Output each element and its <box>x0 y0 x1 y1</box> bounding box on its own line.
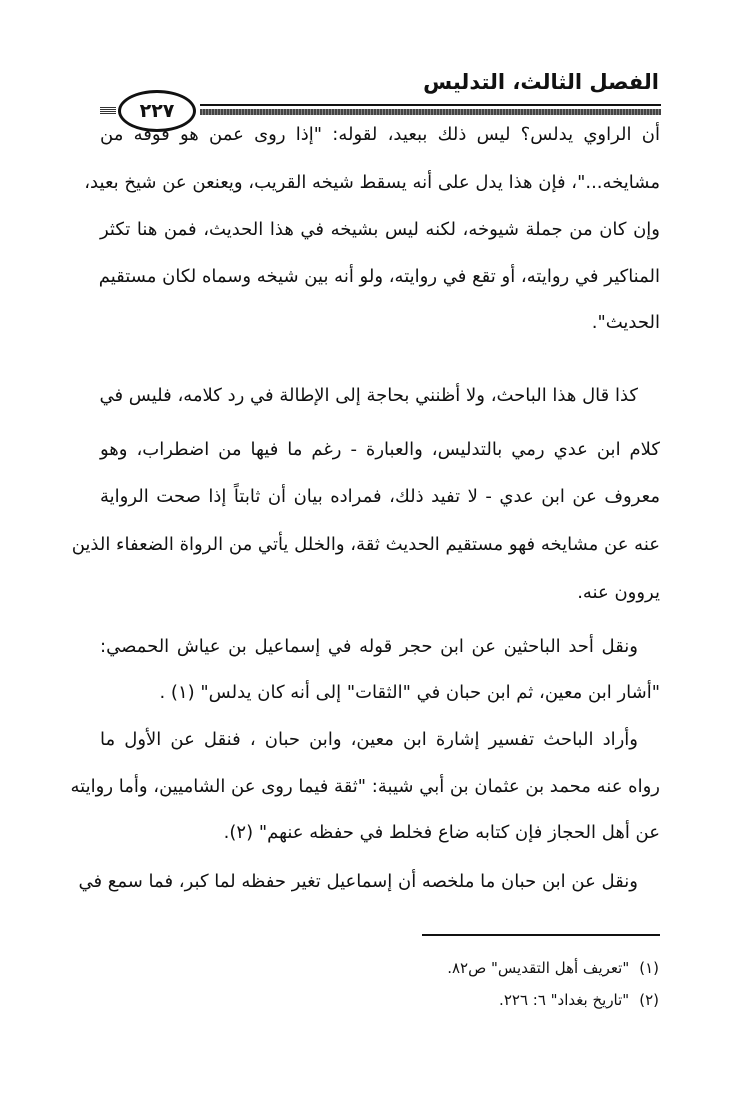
text-line: المناكير في روايته، أو تقع في روايته، ولو أنه بين شيخه وسماه لكان مستقيم <box>98 266 660 287</box>
text-line: "أشار ابن معين، ثم ابن حبان في "الثقات" إلى أنه كان يدلس" (١) . <box>159 682 660 703</box>
text-line: كلام ابن عدي رمي بالتدليس، والعبارة - رغم ما فيها من اضطراب، وهو <box>100 439 660 460</box>
text-line: يروون عنه. <box>577 582 660 603</box>
footnote <box>447 957 659 979</box>
text-line: الحديث". <box>591 312 660 333</box>
text-line: ونقل أحد الباحثين عن ابن حجر قوله في إسماعيل بن عياش الحمصي: <box>100 636 638 657</box>
text-line: مشايخه..."، فإن هذا يدل على أنه يسقط شيخه القريب، ويعنعن عن شيخ بعيد، <box>84 172 660 193</box>
text-line: ونقل عن ابن حبان ما ملخصه أن إسماعيل تغير حفظه لما كبر، فما سمع في <box>78 871 638 892</box>
text-line: معروف عن ابن عدي - لا تفيد ذلك، فمراده بيان أن ثابتاً إذا صحت الرواية <box>100 486 660 507</box>
footnote-text: "تعريف أهل التقديس" ص٨٢. <box>447 959 630 977</box>
text-line: أن الراوي يدلس؟ ليس ذلك ببعيد، لقوله: "إذا روى عمن هو فوقه من <box>100 124 660 145</box>
text-line: كذا قال هذا الباحث، ولا أظنني بحاجة إلى الإطالة في رد كلامه، فليس في <box>99 385 638 406</box>
footnote <box>499 989 659 1011</box>
footnote-text: "تاريخ بغداد" ٦: ٢٢٦. <box>499 991 630 1009</box>
header-rule <box>200 104 661 106</box>
header-rule-left <box>100 106 116 114</box>
text-line: وأراد الباحث تفسير إشارة ابن معين، وابن حبان ، فنقل عن الأول ما <box>100 729 638 750</box>
page-number: ٢٢٧ <box>118 90 196 132</box>
text-line: عن أهل الحجاز فإن كتابه ضاع فخلط في حفظه عنهم" (٢). <box>223 822 660 843</box>
footnote-number: (٢) <box>639 991 659 1009</box>
text-line: رواه عنه محمد بن عثمان بن أبي شيبة: "ثقة فيما روى عن الشاميين، وأما روايته <box>70 776 660 797</box>
header-rule-band <box>200 109 661 115</box>
text-line: عنه عن مشايخه فهو مستقيم الحديث ثقة، والخلل يأتي من الرواة الضعفاء الذين <box>71 534 660 555</box>
footnote-number: (١) <box>639 959 659 977</box>
footnote-separator <box>422 934 660 936</box>
chapter-title: الفصل الثالث، التدليس <box>423 70 659 94</box>
text-line: وإن كان من جملة شيوخه، لكنه ليس بشيخه في هذا الحديث، فمن هنا تكثر <box>100 219 660 240</box>
